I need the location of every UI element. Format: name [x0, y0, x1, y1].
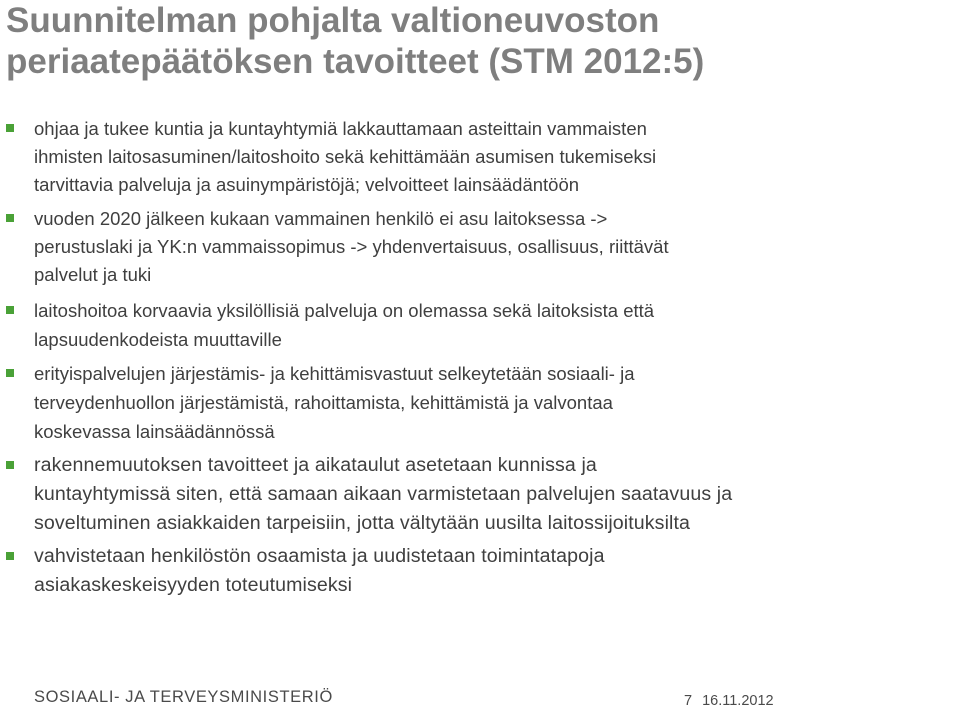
slide-title-line-1: Suunnitelman pohjalta valtioneuvoston: [6, 1, 660, 40]
page-number: 7: [684, 693, 693, 709]
bullet-4-line-3: koskevassa lainsäädännössä: [34, 421, 275, 442]
bullet-5-line-3: soveltuminen asiakkaiden tarpeisiin, jotta vältytään uusilta laitossijoituksilta: [34, 512, 691, 534]
bullet-icon: [6, 214, 14, 222]
bullet-2-line-1: vuoden 2020 jälkeen kukaan vammainen henkilö ei asu laitoksessa ->: [34, 208, 608, 229]
bullet-1-line-1: ohjaa ja tukee kuntia ja kuntayhtymiä lakkauttamaan asteittain vammaisten: [34, 118, 647, 139]
slide-date: 16.11.2012: [702, 693, 774, 709]
bullet-3-line-2: lapsuudenkodeista muuttaville: [34, 329, 282, 350]
bullet-6-line-2: asiakaskeskeisyyden toteutumiseksi: [34, 574, 353, 596]
bullet-1-line-3: tarvittavia palveluja ja asuinympäristöjä; velvoitteet lainsäädäntöön: [34, 174, 580, 195]
slide-footer: [684, 693, 774, 709]
ministry-logo: SOSIAALI- JA TERVEYSMINISTERIÖ: [34, 688, 333, 706]
bullet-5-line-1: rakennemuutoksen tavoitteet ja aikataulut asetetaan kunnissa ja: [34, 454, 597, 476]
bullet-2-line-3: palvelut ja tuki: [34, 264, 152, 285]
bullet-4-line-2: terveydenhuollon järjestämistä, rahoittamista, kehittämistä ja valvontaa: [34, 392, 613, 413]
bullet-icon: [6, 552, 14, 560]
bullet-6-line-1: vahvistetaan henkilöstön osaamista ja uudistetaan toimintatapoja: [34, 545, 605, 567]
bullet-icon: [6, 124, 14, 132]
bullet-3-line-1: laitoshoitoa korvaavia yksilöllisiä palveluja on olemassa sekä laitoksista että: [34, 300, 655, 321]
bullet-icon: [6, 461, 14, 469]
bullet-2-line-2: perustuslaki ja YK:n vammaissopimus -> yhdenvertaisuus, osallisuus, riittävät: [34, 236, 669, 257]
bullet-5-line-2: kuntayhtymissä siten, että samaan aikaan varmistetaan palvelujen saatavuus ja: [34, 483, 733, 505]
bullet-4-line-1: erityispalvelujen järjestämis- ja kehittämisvastuut selkeytetään sosiaali- ja: [34, 363, 635, 384]
bullet-icon: [6, 369, 14, 377]
slide-title-line-2: periaatepäätöksen tavoitteet (STM 2012:5): [6, 42, 705, 81]
bullet-icon: [6, 306, 14, 314]
bullet-1-line-2: ihmisten laitosasuminen/laitoshoito sekä kehittämään asumisen tukemiseksi: [34, 146, 657, 167]
